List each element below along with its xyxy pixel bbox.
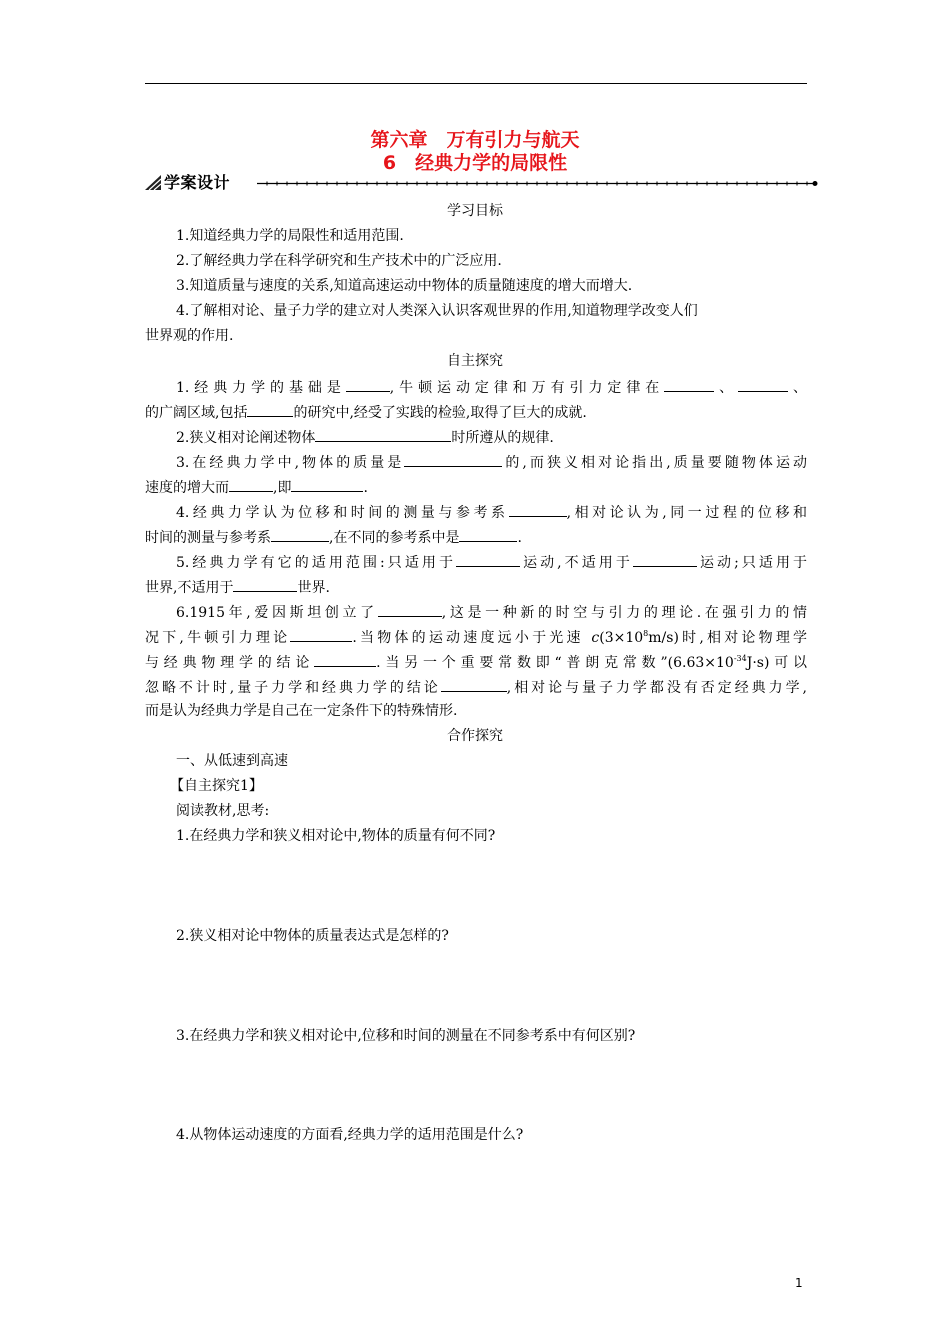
fill-blank[interactable] [271, 526, 329, 542]
question-3-line-1 [176, 451, 807, 473]
text: 的,而狭义相对论指出,质量要随物体运动 [502, 455, 807, 471]
text: ,相对论与量子力学都没有否定经典力学, [506, 680, 808, 696]
question-3-line-2 [145, 476, 807, 498]
coop-intro: 阅读教材,思考: [176, 803, 270, 819]
text: 速度的增大而 [145, 480, 229, 496]
fill-blank[interactable] [441, 676, 507, 692]
text: 的广阔区域,包括 [145, 405, 248, 421]
text: 世界,不适用于 [145, 580, 234, 596]
fill-blank[interactable] [291, 476, 363, 492]
fill-blank[interactable] [404, 451, 502, 467]
coop-question: 4.从物体运动速度的方面看,经典力学的适用范围是什么? [176, 1127, 524, 1143]
fill-blank[interactable] [459, 526, 517, 542]
fill-blank[interactable] [509, 501, 567, 517]
text: c [591, 630, 600, 646]
question-6-line-3 [145, 651, 807, 673]
coop-question: 1.在经典力学和狭义相对论中,物体的质量有何不同? [176, 828, 496, 844]
question-5-line-1 [176, 551, 807, 573]
text: ,在不同的参考系中是 [329, 530, 460, 546]
coop-label: 【自主探究1】 [170, 778, 263, 794]
text: 的研究中,经受了实践的检验,取得了巨大的成就. [293, 405, 587, 421]
objective-item: 4.了解相对论、量子力学的建立对人类深入认识客观世界的作用,知道物理学改变人们 [176, 303, 698, 319]
text: 5.经典力学有它的适用范围:只适用于 [176, 555, 457, 571]
fill-blank[interactable] [247, 401, 293, 417]
text: .当另一个重要常数即“普朗克常数”(6.63×10 [376, 655, 734, 671]
fill-blank[interactable] [314, 651, 376, 667]
objectives-heading: 学习目标 [447, 203, 503, 219]
section-title: 6 经典力学的局限性 [382, 152, 568, 174]
fill-blank[interactable] [233, 576, 297, 592]
text: 世界. [297, 580, 330, 596]
coop-question: 3.在经典力学和狭义相对论中,位移和时间的测量在不同参考系中有何区别? [176, 1028, 636, 1044]
question-6-line-5: 而是认为经典力学是自己在一定条件下的特殊情形. [145, 703, 458, 719]
text: ,相对论认为,同一过程的位移和 [566, 505, 808, 521]
text: . [517, 530, 522, 546]
objective-item: 世界观的作用. [145, 328, 234, 344]
text: 时间的测量与参考系 [145, 530, 271, 546]
superscript: 8 [643, 629, 649, 638]
fill-blank[interactable] [315, 426, 451, 442]
text: 、 [714, 380, 739, 396]
coop-question: 2.狭义相对论中物体的质量表达式是怎样的? [176, 928, 449, 944]
section-banner [145, 172, 825, 194]
coop-heading: 合作探究 [447, 728, 503, 744]
fill-blank[interactable] [378, 601, 442, 617]
question-1-line-2 [145, 401, 807, 423]
text: 忽略不计时,量子力学和经典力学的结论 [145, 680, 441, 696]
chapter-title: 第六章 万有引力与航天 [370, 129, 580, 151]
objective-item: 2.了解经典力学在科学研究和生产技术中的广泛应用. [176, 253, 502, 269]
objective-item: 1.知道经典力学的局限性和适用范围. [176, 228, 404, 244]
question-2 [176, 426, 838, 448]
text: . [363, 480, 368, 496]
text: J·s)可以 [746, 655, 808, 671]
text: 时所遵从的规律. [451, 430, 554, 446]
text: 、 [788, 380, 808, 396]
text: ,即 [273, 480, 292, 496]
fill-blank[interactable] [290, 626, 352, 642]
fill-blank[interactable] [456, 551, 520, 567]
fill-blank[interactable] [346, 376, 390, 392]
fill-blank[interactable] [229, 476, 273, 492]
question-1-line-1 [176, 376, 807, 398]
text: 1.经典力学的基础是 [176, 380, 346, 396]
text: 况下,牛顿引力理论 [145, 630, 291, 646]
text: 运动,不适用于 [520, 555, 633, 571]
fill-blank[interactable] [738, 376, 788, 392]
question-6-line-4 [145, 676, 807, 698]
text: (3×10 [599, 630, 644, 646]
text: 与经典物理学的结论 [145, 655, 315, 671]
question-6-line-1 [176, 601, 807, 623]
question-6-line-2 [145, 626, 807, 648]
text: ,牛顿运动定律和万有引力定律在 [389, 380, 665, 396]
banner-label: 学案设计 [164, 173, 231, 192]
question-4-line-1 [176, 501, 807, 523]
fill-blank[interactable] [664, 376, 714, 392]
page-number: 1 [795, 1276, 803, 1290]
text: 2.狭义相对论阐述物体 [176, 430, 316, 446]
question-4-line-2 [145, 526, 807, 548]
objective-item: 3.知道质量与速度的关系,知道高速运动中物体的质量随速度的增大而增大. [176, 278, 633, 294]
self-study-heading: 自主探究 [447, 353, 503, 369]
coop-section-title: 一、从低速到高速 [176, 753, 288, 769]
text: 4.经典力学认为位移和时间的测量与参考系 [176, 505, 509, 521]
text: 6.1915年,爱因斯坦创立了 [176, 605, 378, 621]
banner-triangle-icon [145, 175, 161, 190]
top-rule [145, 83, 807, 84]
superscript: -34 [733, 654, 747, 663]
text: .当物体的运动速度远小于光速 [352, 630, 584, 646]
banner-dotted-line [257, 181, 819, 186]
fill-blank[interactable] [633, 551, 697, 567]
text: 3.在经典力学中,物体的质量是 [176, 455, 405, 471]
text: ,这是一种新的时空与引力的理论.在强引力的情 [441, 605, 807, 621]
question-5-line-2 [145, 576, 807, 598]
text: 运动;只适用于 [696, 555, 808, 571]
text: m/s)时,相对论物理学 [648, 630, 808, 646]
